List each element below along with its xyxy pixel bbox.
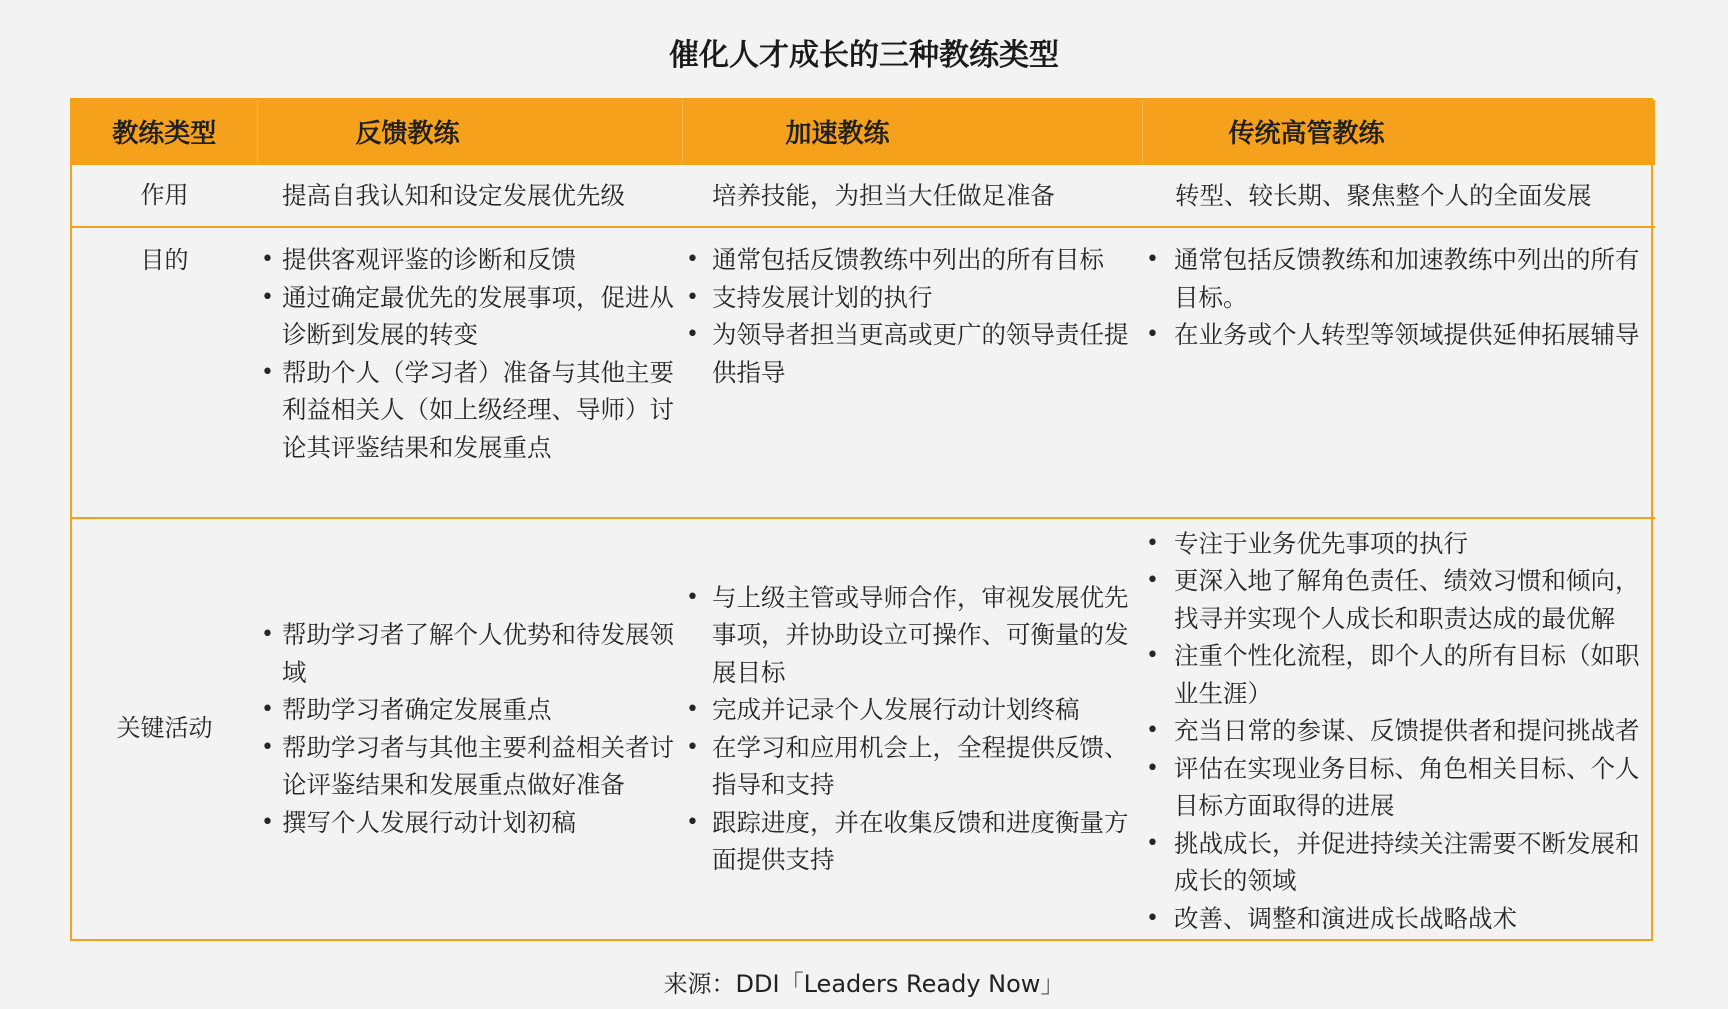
bullet-item: • 帮助个人（学习者）准备与其他主要利益相关人（如上级经理、导师）讨论其评鉴结果和发展重点 [257, 354, 682, 467]
bullet-item: • 注重个性化流程，即个人的所有目标（如职业生涯） [1142, 637, 1655, 712]
bullet-item: • 通常包括反馈教练中列出的所有目标 [682, 241, 1142, 279]
header-coaching-type: 教练类型 [72, 100, 257, 164]
bullet-item: • 在学习和应用机会上，全程提供反馈、指导和支持 [682, 729, 1142, 804]
cell-role-acceleration: 培养技能，为担当大任做足准备 [712, 180, 1055, 210]
bullet-item: • 撰写个人发展行动计划初稿 [257, 804, 682, 842]
source-citation: 来源：DDI「Leaders Ready Now」 [663, 970, 1065, 998]
row-label-goal: 目的 [140, 246, 189, 275]
bullet-item: • 专注于业务优先事项的执行 [1142, 525, 1655, 563]
bullet-item: • 帮助学习者了解个人优势和待发展领域 [257, 616, 682, 691]
bullet-item: • 提供客观评鉴的诊断和反馈 [257, 241, 682, 279]
header-acceleration-coaching: 加速教练 [682, 100, 1142, 164]
bullet-item: • 挑战成长，并促进持续关注需要不断发展和成长的领域 [1142, 825, 1655, 900]
row-label-role: 作用 [140, 180, 189, 209]
bullet-item: • 完成并记录个人发展行动计划终稿 [682, 691, 1142, 729]
bullet-item: • 帮助学习者确定发展重点 [257, 691, 682, 729]
bullet-item: • 充当日常的参谋、反馈提供者和提问挑战者 [1142, 712, 1655, 750]
bullet-item: • 支持发展计划的执行 [682, 279, 1142, 317]
bullet-item: • 与上级主管或导师合作，审视发展优先事项，并协助设立可操作、可衡量的发展目标 [682, 579, 1142, 692]
cell-role-executive: 转型、较长期、聚焦整个人的全面发展 [1175, 180, 1592, 210]
bullet-item: • 通过确定最优先的发展事项，促进从诊断到发展的转变 [257, 279, 682, 354]
bullet-item: • 通常包括反馈教练和加速教练中列出的所有目标。 [1142, 241, 1655, 316]
cell-role-feedback: 提高自我认知和设定发展优先级 [282, 180, 625, 210]
cell-activities-acceleration [682, 518, 1142, 939]
bullet-item: • 为领导者担当更高或更广的领导责任提供指导 [682, 316, 1142, 391]
cell-goal-feedback [257, 227, 682, 518]
header-executive-coaching: 传统高管教练 [1228, 119, 1385, 149]
cell-activities-executive [1142, 518, 1655, 939]
header-feedback-coaching: 反馈教练 [257, 100, 682, 164]
cell-activities-feedback [257, 518, 682, 939]
table-row-activities [72, 518, 1655, 939]
coaching-types-table [70, 98, 1653, 941]
bullet-item: • 在业务或个人转型等领域提供延伸拓展辅导 [1142, 316, 1655, 354]
cell-goal-acceleration [682, 227, 1142, 518]
page-title: 催化人才成长的三种教练类型 [669, 38, 1059, 73]
table-row-role [72, 164, 1655, 227]
bullet-item: • 跟踪进度，并在收集反馈和进度衡量方面提供支持 [682, 804, 1142, 879]
bullet-item: • 帮助学习者与其他主要利益相关者讨论评鉴结果和发展重点做好准备 [257, 729, 682, 804]
bullet-item: • 评估在实现业务目标、角色相关目标、个人目标方面取得的进展 [1142, 750, 1655, 825]
header-row [72, 100, 1655, 164]
bullet-item: • 更深入地了解角色责任、绩效习惯和倾向，找寻并实现个人成长和职责达成的最优解 [1142, 562, 1655, 637]
table-row-goal [72, 227, 1655, 518]
row-label-activities: 关键活动 [116, 714, 213, 743]
cell-goal-executive [1142, 227, 1655, 518]
bullet-item: • 改善、调整和演进成长战略战术 [1142, 900, 1655, 938]
